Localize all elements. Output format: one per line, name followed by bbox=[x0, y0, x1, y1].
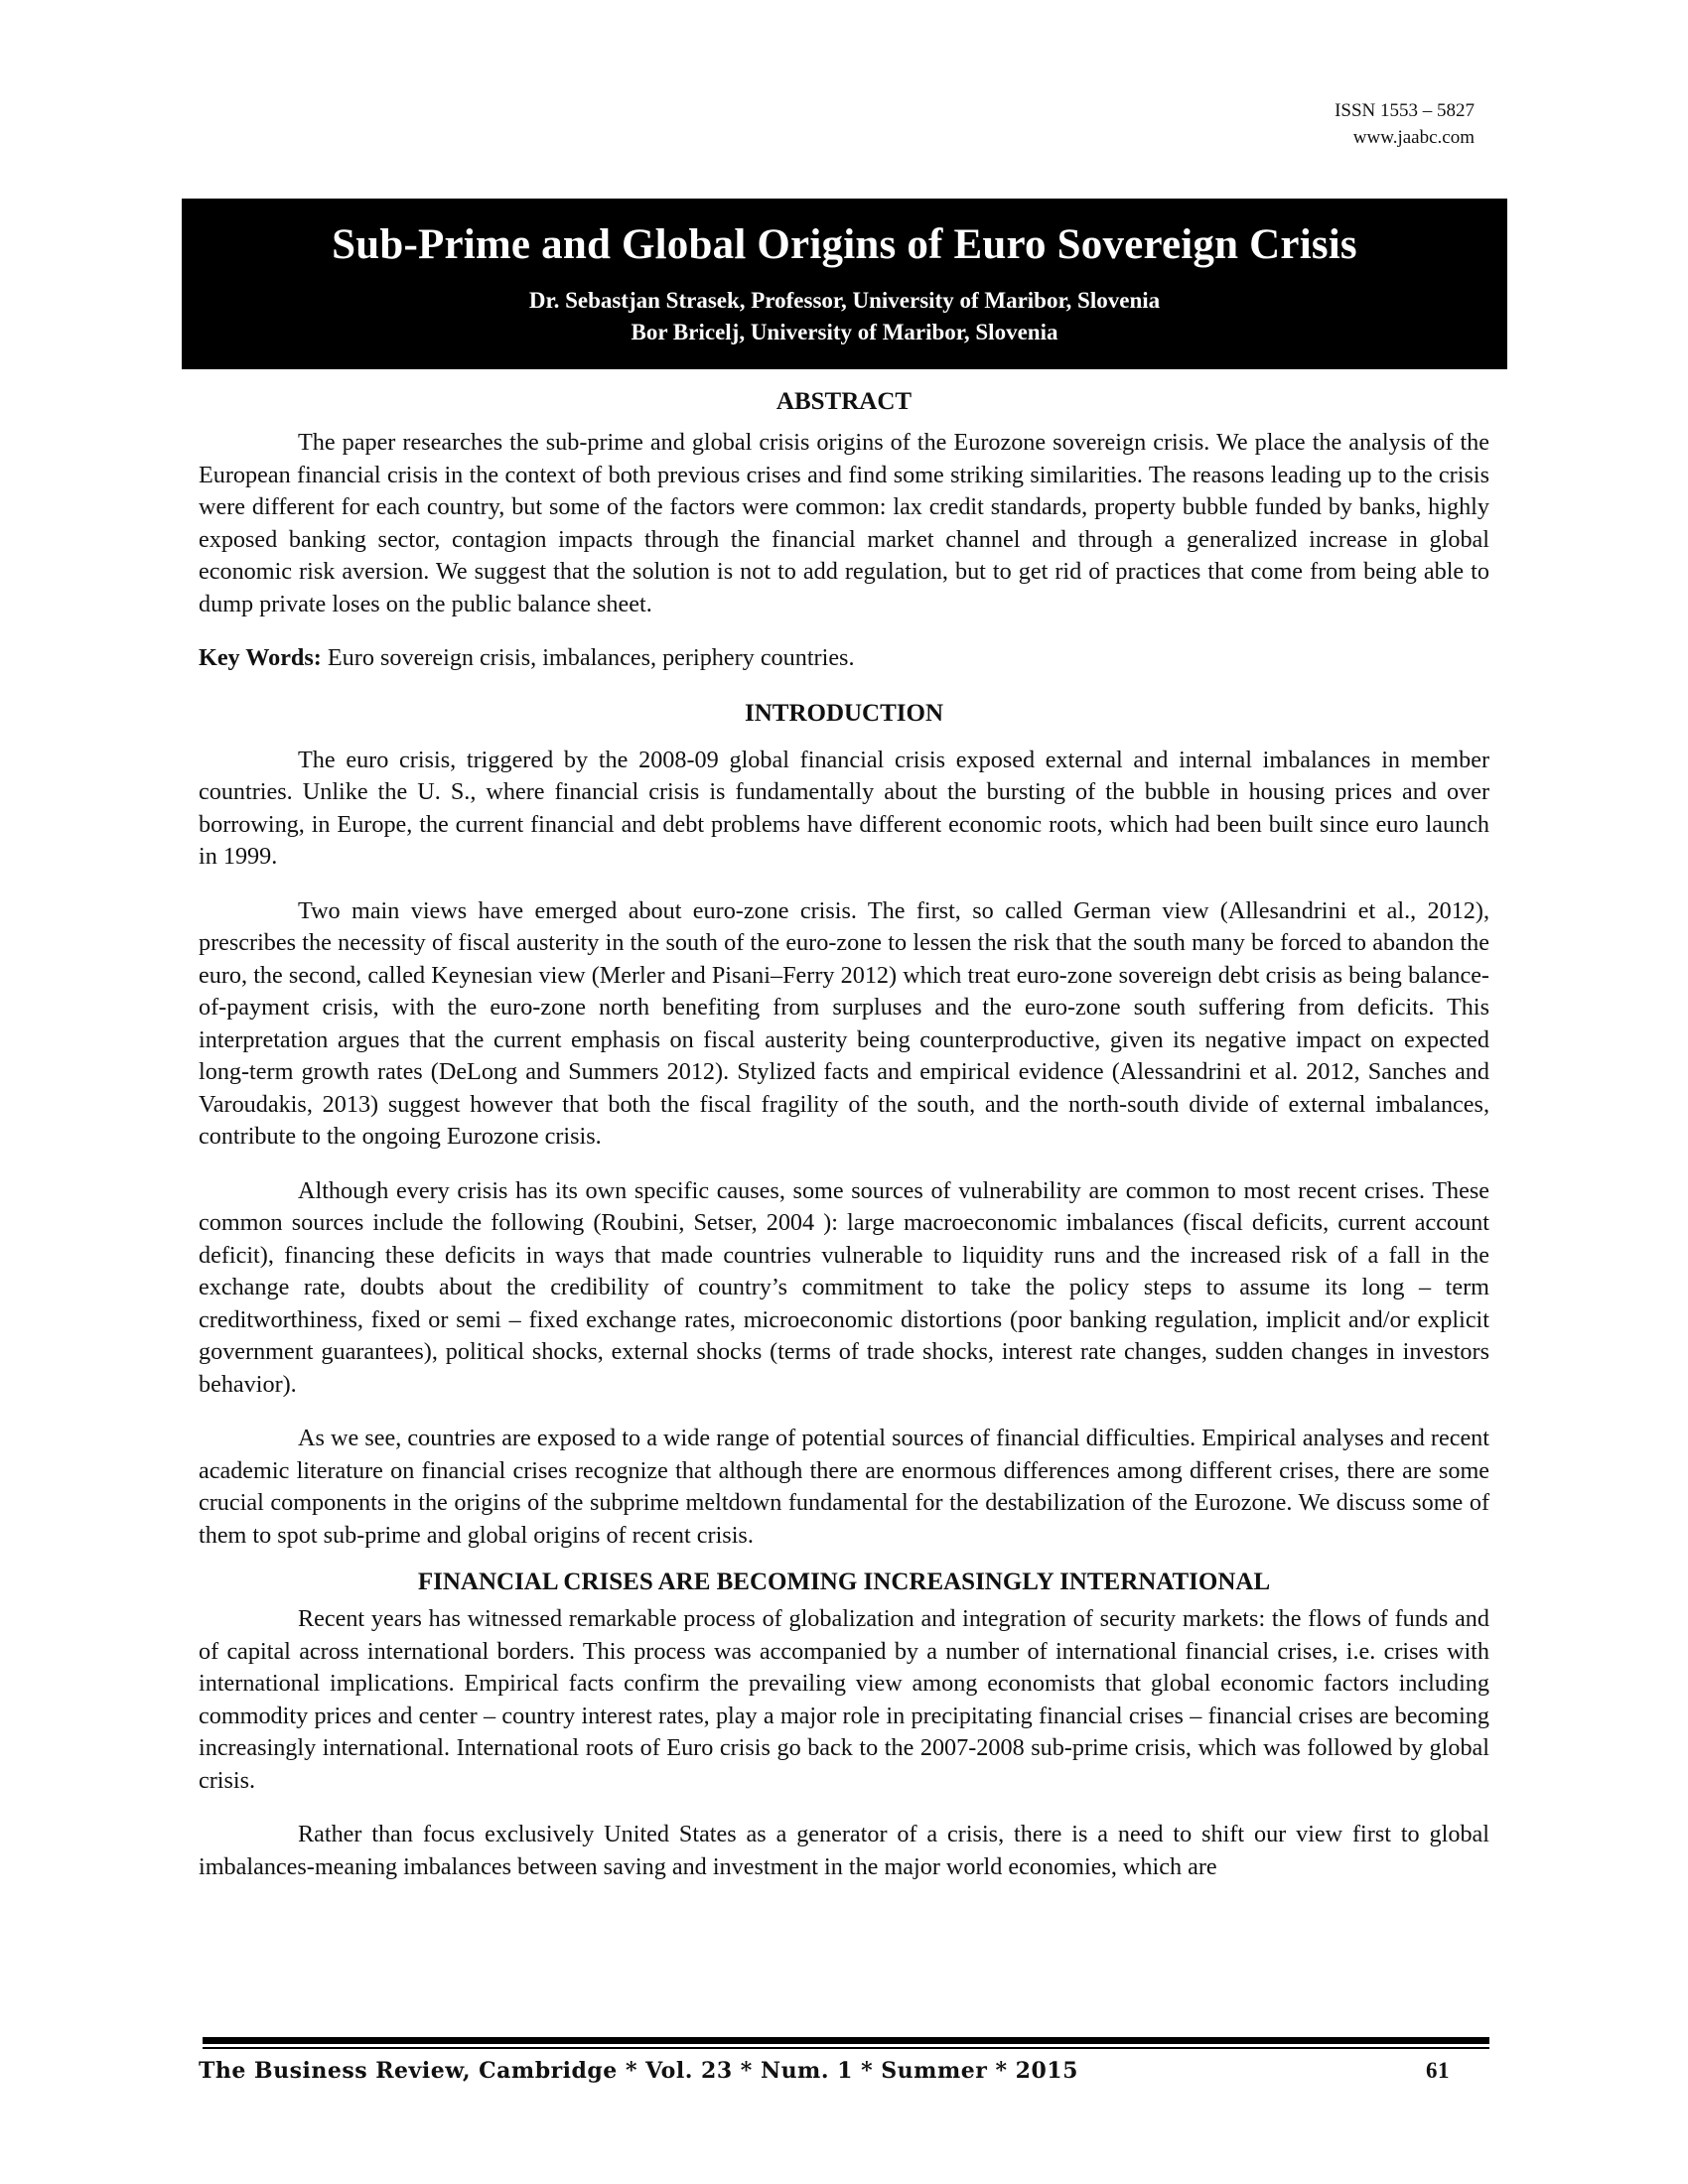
intro-paragraph-1: The euro crisis, triggered by the 2008-09 global financial crisis exposed external and internal imbalances in member countries. Unlike the U. S., where financial crisis is fundamentally about the bursting of the bubble in housing prices and over borrowing, in Europe, the current financial and debt problems have different economic roots, which had been built since euro launch in 1999. bbox=[199, 746, 1489, 870]
footer-journal: The Business Review, Cambridge * Vol. 23 * Num. 1 * Summer * 2015 bbox=[199, 2058, 1078, 2084]
journal-website: www.jaabc.com bbox=[1352, 127, 1475, 148]
page-footer bbox=[199, 2037, 1489, 2084]
footer-rule-thick bbox=[203, 2037, 1489, 2044]
footer-rule-thin bbox=[203, 2047, 1489, 2049]
title-block bbox=[182, 199, 1507, 369]
author-2: Bor Bricelj, University of Maribor, Slovenia bbox=[631, 320, 1058, 344]
section2-heading: FINANCIAL CRISES ARE BECOMING INCREASINGLY INTERNATIONAL bbox=[417, 1569, 1271, 1595]
paper-body bbox=[199, 385, 1489, 1883]
intro-paragraph-3: Although every crisis has its own specific causes, some sources of vulnerability are common to most recent crises. These common sources include the following (Roubini, Setser, 2004 ): large macroeconomic imbalances (fiscal deficits, current account deficit), financing these deficits in ways that made countries vulnerable to liquidity runs and the increased risk of a fall in the exchange rate, doubts about the credibility of country’s commitment to take the policy steps to assume its long – term creditworthiness, fixed or semi – fixed exchange rates, microeconomic distortions (poor banking regulation, implicit and/or explicit government guarantees), political shocks, external shocks (terms of trade shocks, interest rate changes, sudden changes in investors behavior). bbox=[199, 1176, 1489, 1398]
introduction-heading: INTRODUCTION bbox=[744, 699, 944, 727]
keywords-text: Euro sovereign crisis, imbalances, periphery countries. bbox=[321, 644, 855, 671]
keywords-label: Key Words: bbox=[199, 644, 322, 671]
keywords bbox=[199, 642, 1489, 675]
paper-title: Sub-Prime and Global Origins of Euro Sovereign Crisis bbox=[332, 221, 1357, 268]
issn-number: ISSN 1553 – 5827 bbox=[1335, 100, 1475, 121]
intro-paragraph-2: Two main views have emerged about euro-zone crisis. The first, so called German view (Allesandrini et al., 2012), prescribes the necessity of fiscal austerity in the south of the euro-zone to lessen the risk that the south many be forced to abandon the euro, the second, called Keynesian view (Merler and Pisani–Ferry 2012) which treat euro-zone sovereign debt crisis as being balance-of-payment crisis, with the euro-zone north benefiting from surpluses and the euro-zone south suffering from deficits. This interpretation argues that the current emphasis on fiscal austerity being counterproductive, given its negative impact on expected long-term growth rates (DeLong and Summers 2012). Stylized facts and empirical evidence (Alessandrini et al. 2012, Sanches and Varoudakis, 2013) suggest however that both the fiscal fragility of the south, and the north-south divide of external imbalances, contribute to the ongoing Eurozone crisis. bbox=[199, 896, 1489, 1150]
page-number: 61 bbox=[1426, 2058, 1450, 2083]
abstract-text: The paper researches the sub-prime and global crisis origins of the Eurozone sovereign crisis. We place the analysis of the European financial crisis in the context of both previous crises and find some striking similarities. The reasons leading up to the crisis were different for each country, but some of the factors were common: lax credit standards, property bubble funded by banks, highly exposed banking sector, contagion impacts through the financial market channel and through a generalized increase in global economic risk aversion. We suggest that the solution is not to add regulation, but to get rid of practices that come from being able to dump private loses on the public balance sheet. bbox=[199, 429, 1489, 617]
intro-paragraph-4: As we see, countries are exposed to a wide range of potential sources of financial difficulties. Empirical analyses and recent academic literature on financial crises recognize that although there are enormous differences among different crises, there are some crucial components in the origins of the subprime meltdown fundamental for the destabilization of the Eurozone. We discuss some of them to spot sub-prime and global origins of recent crisis. bbox=[199, 1425, 1489, 1549]
issn-header bbox=[1335, 97, 1475, 151]
section2-paragraph-2: Rather than focus exclusively United States as a generator of a crisis, there is a need to shift our view first to global imbalances-meaning imbalances between saving and investment in the major world economies, which are bbox=[199, 1821, 1489, 1880]
abstract-heading: ABSTRACT bbox=[775, 388, 913, 415]
author-1: Dr. Sebastjan Strasek, Professor, University of Maribor, Slovenia bbox=[528, 288, 1161, 313]
section2-paragraph-1: Recent years has witnessed remarkable process of globalization and integration of security markets: the flows of funds and of capital across international borders. This process was accompanied by a number of international financial crises, i.e. crises with international implications. Empirical facts confirm the prevailing view among economists that global economic factors including commodity prices and center – country interest rates, play a major role in precipitating financial crises – financial crises are becoming increasingly international. International roots of Euro crisis go back to the 2007-2008 sub-prime crisis, which was followed by global crisis. bbox=[199, 1605, 1489, 1794]
